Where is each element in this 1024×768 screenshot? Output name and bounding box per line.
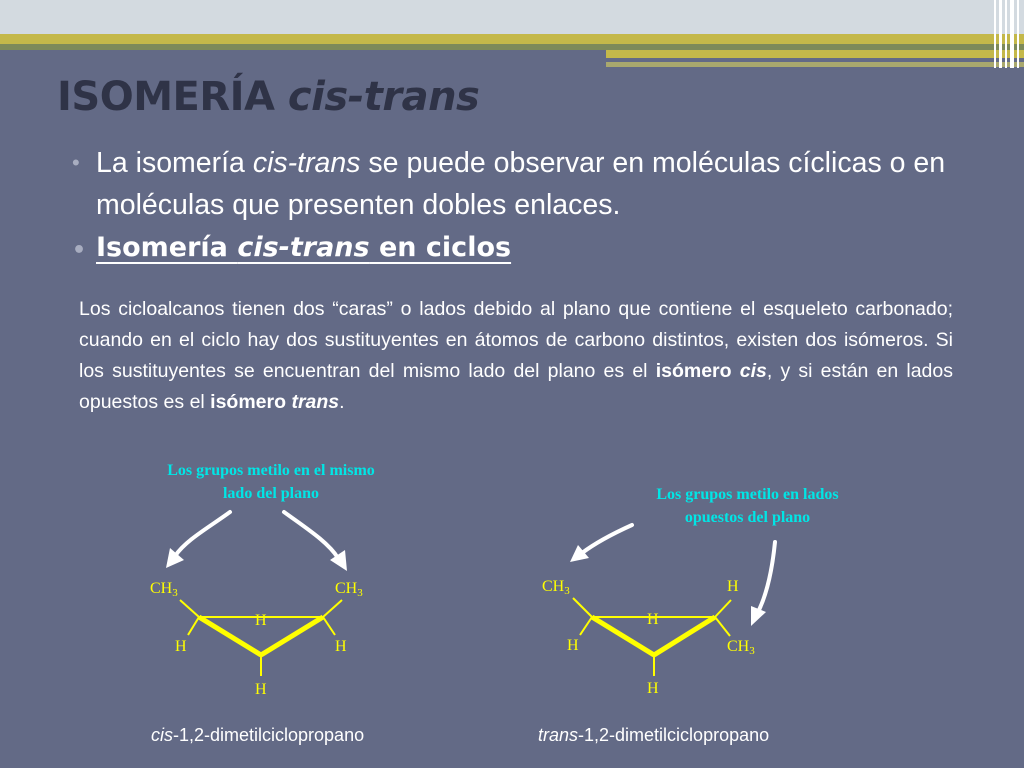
cis-h-bottom: H <box>255 681 267 698</box>
cis-ch3-right: $CH_3$ <box>335 580 363 599</box>
trans-annotation-line: opuestos del plano <box>684 509 811 526</box>
trans-h-left: H <box>567 637 579 654</box>
bullet-text: La isomería <box>96 147 253 179</box>
title-main: ISOMERÍA <box>57 74 275 120</box>
trans-annotation-line: Los grupos metilo en lados <box>656 486 839 503</box>
cis-annotation-line: Los grupos metilo en el mismo <box>167 462 375 479</box>
caption-em: trans <box>538 725 579 745</box>
paragraph-bold-em: trans <box>291 391 340 413</box>
cis-arrow-left-icon <box>166 512 230 568</box>
trans-ch3-right: $CH_3$ <box>727 638 755 657</box>
trans-h-right-top: H <box>727 578 739 595</box>
paragraph-text: Los cicloalcanos tienen dos “caras” o lados debido al plano que contiene el esqueleto carbonado; cuando en el ciclo hay dos sustituyentes en átomos de carbono distintos, existen dos isómeros. Si los sustituyentes se encuentran del mismo lado del plano es el <box>79 298 953 382</box>
paragraph-bold-em: cis <box>739 360 767 382</box>
bullet-heading-text: Isomería <box>96 232 238 263</box>
trans-annotation <box>615 483 880 529</box>
bullet-dot-icon: • <box>72 150 80 175</box>
cis-annotation <box>126 459 416 505</box>
caption-text: -1,2-dimetilciclopropano <box>578 725 770 745</box>
cis-arrow-right-icon <box>284 512 347 571</box>
trans-cyclopropane-ring <box>573 598 731 676</box>
bullet-text-em: cis-trans <box>252 147 361 179</box>
bullet-heading-text: en ciclos <box>369 232 512 263</box>
title-italic: cis-trans <box>287 74 480 120</box>
cis-h-top: H <box>255 612 267 629</box>
trans-ch3-left: $CH_3$ <box>542 578 570 597</box>
paragraph-bold: isómero <box>210 391 292 413</box>
trans-h-top: H <box>647 611 659 628</box>
trans-arrow-left-icon <box>570 525 632 562</box>
trans-h-bottom: H <box>647 680 659 697</box>
caption-em: cis <box>151 725 173 745</box>
cis-h-right: H <box>335 638 347 655</box>
trans-arrow-right-icon <box>751 542 775 626</box>
cis-annotation-line: lado del plano <box>222 485 320 502</box>
caption-text: -1,2-dimetilciclopropano <box>173 725 365 745</box>
cis-caption <box>151 725 364 746</box>
bullet-dot-icon: • <box>72 238 87 263</box>
cis-ch3-left: $CH_3$ <box>150 580 178 599</box>
cis-h-left: H <box>175 638 187 655</box>
bullet-text: se puede observar en moléculas cíclicas o en moléculas que presenten dobles enlaces. <box>96 147 946 221</box>
bullet-heading-em: cis-trans <box>237 232 370 263</box>
paragraph-text: , y si están en lados opuestos es el <box>79 360 953 413</box>
paragraph-bold: isómero <box>655 360 740 382</box>
paragraph-text: . <box>339 391 345 413</box>
trans-caption <box>538 725 769 746</box>
